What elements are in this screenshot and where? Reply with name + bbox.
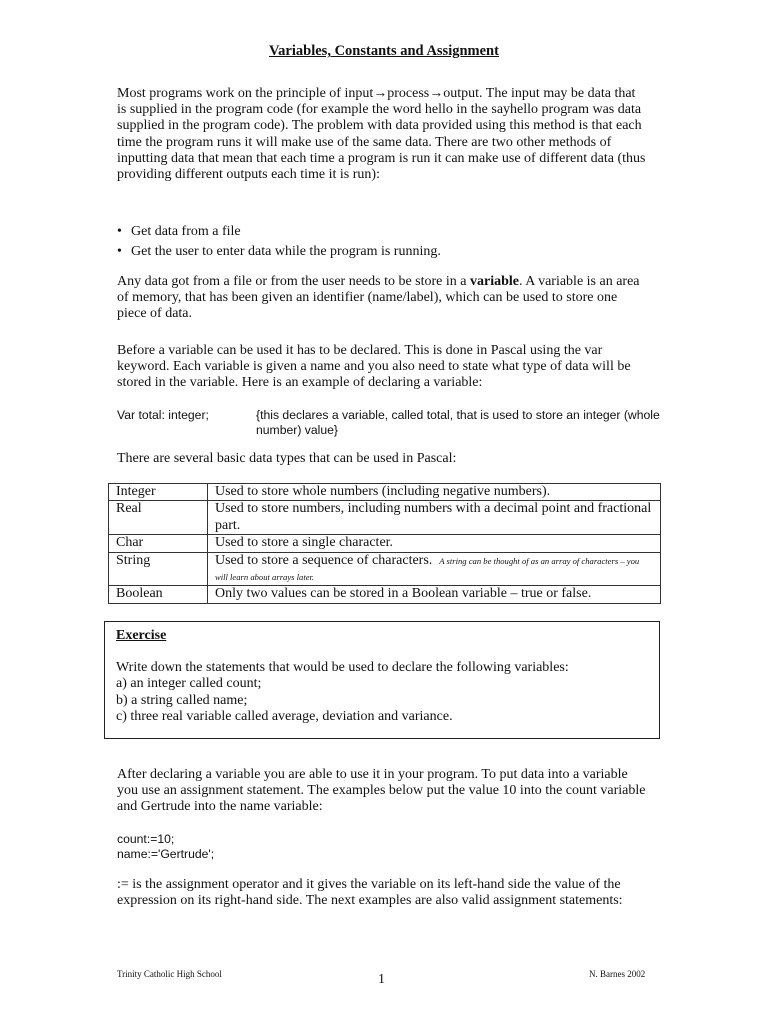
type-description: Used to store numbers, including numbers with a decimal point and fractional part. [208,501,661,535]
exercise-item: a) an integer called count; [116,676,262,692]
code-line: count:=10; [117,832,175,846]
arrow-icon: → [429,86,444,101]
operator-paragraph: := is the assignment operator and it gives the variable on its left-hand side the value of the expression on its right-hand side. The next examples are also valid assignment statements: [117,877,623,909]
type-note: A string can be thought of as an array of characters – you will learn about arrays later. [215,555,640,583]
list-item: • Get the user to enter data while the program is running. [117,242,657,262]
page-title: Variables, Constants and Assignment [269,43,499,59]
arrow-icon: → [373,86,388,101]
type-description: Used to store a sequence of characters. [215,552,433,568]
data-types-table [108,483,661,604]
type-name: Integer [109,484,208,501]
exercise-instruction: Write down the statements that would be used to declare the following variables: [116,660,569,675]
type-name: Boolean [109,586,208,603]
exercise-heading: Exercise [116,628,167,643]
exercise-item: c) three real variable called average, deviation and variance. [116,708,453,724]
type-description: Used to store whole numbers (including negative numbers). [208,484,661,501]
variable-text-after: . A variable is an area of memory, that has been given an identifier (name/label), which can be used to store one piece of data. [117,274,640,322]
table-row [109,501,661,535]
type-name: String [109,552,208,586]
list-item: • Get data from a file [117,222,657,242]
code-line: name:='Gertrude'; [117,846,215,861]
code-comment: {this declares a variable, called total, that is used to store an integer (whole number) value} [256,408,660,437]
code-declaration: Var total: integer; [117,408,209,422]
type-name: Char [109,535,208,552]
type-description-cell [208,552,661,586]
intro-text-3: output. The input may be data that is supplied in the program code (for example the word hello in the sayhello program was data supplied in the program code). The problem with data provided using this method is that each time the program runs it will make use of the same data. There are two other methods of inputting data that mean that each time a program is run it can make use of different data (thus providing different outputs each time it is run): [117,86,646,183]
input-methods-list [117,222,657,262]
exercise-box [104,621,660,739]
type-description: Only two values can be stored in a Boolean variable – true or false. [208,586,661,603]
table-row [109,535,661,552]
declare-paragraph: Before a variable can be used it has to be declared. This is done in Pascal using the var keyword. Each variable is given a name and you also need to state what type of data will be stored in the variable. Here is an example of declaring a variable: [117,343,631,391]
footer-school: Trinity Catholic High School [117,969,222,979]
table-row [109,586,661,603]
intro-text-2: process [387,86,430,101]
exercise-item: b) a string called name; [116,692,248,708]
page-number: 1 [378,972,385,987]
assignment-code [117,832,214,861]
types-intro: There are several basic data types that can be used in Pascal: [117,451,457,466]
variable-text-before: Any data got from a file or from the user needs to be store in a [117,274,471,289]
exercise-body [116,660,656,725]
variable-paragraph [117,274,647,323]
type-description: Used to store a single character. [208,535,661,552]
table-row [109,484,661,501]
assignment-paragraph: After declaring a variable you are able to use it in your program. To put data into a variable you use an assignment statement. The examples below put the value 10 into the count variable and Gertrude into the name variable: [117,767,646,815]
variable-keyword: variable [470,274,520,289]
intro-text-1: Most programs work on the principle of input [117,86,374,101]
intro-paragraph [117,86,647,183]
footer-author: N. Barnes 2002 [589,969,646,979]
table-row [109,552,661,586]
type-name: Real [109,501,208,535]
